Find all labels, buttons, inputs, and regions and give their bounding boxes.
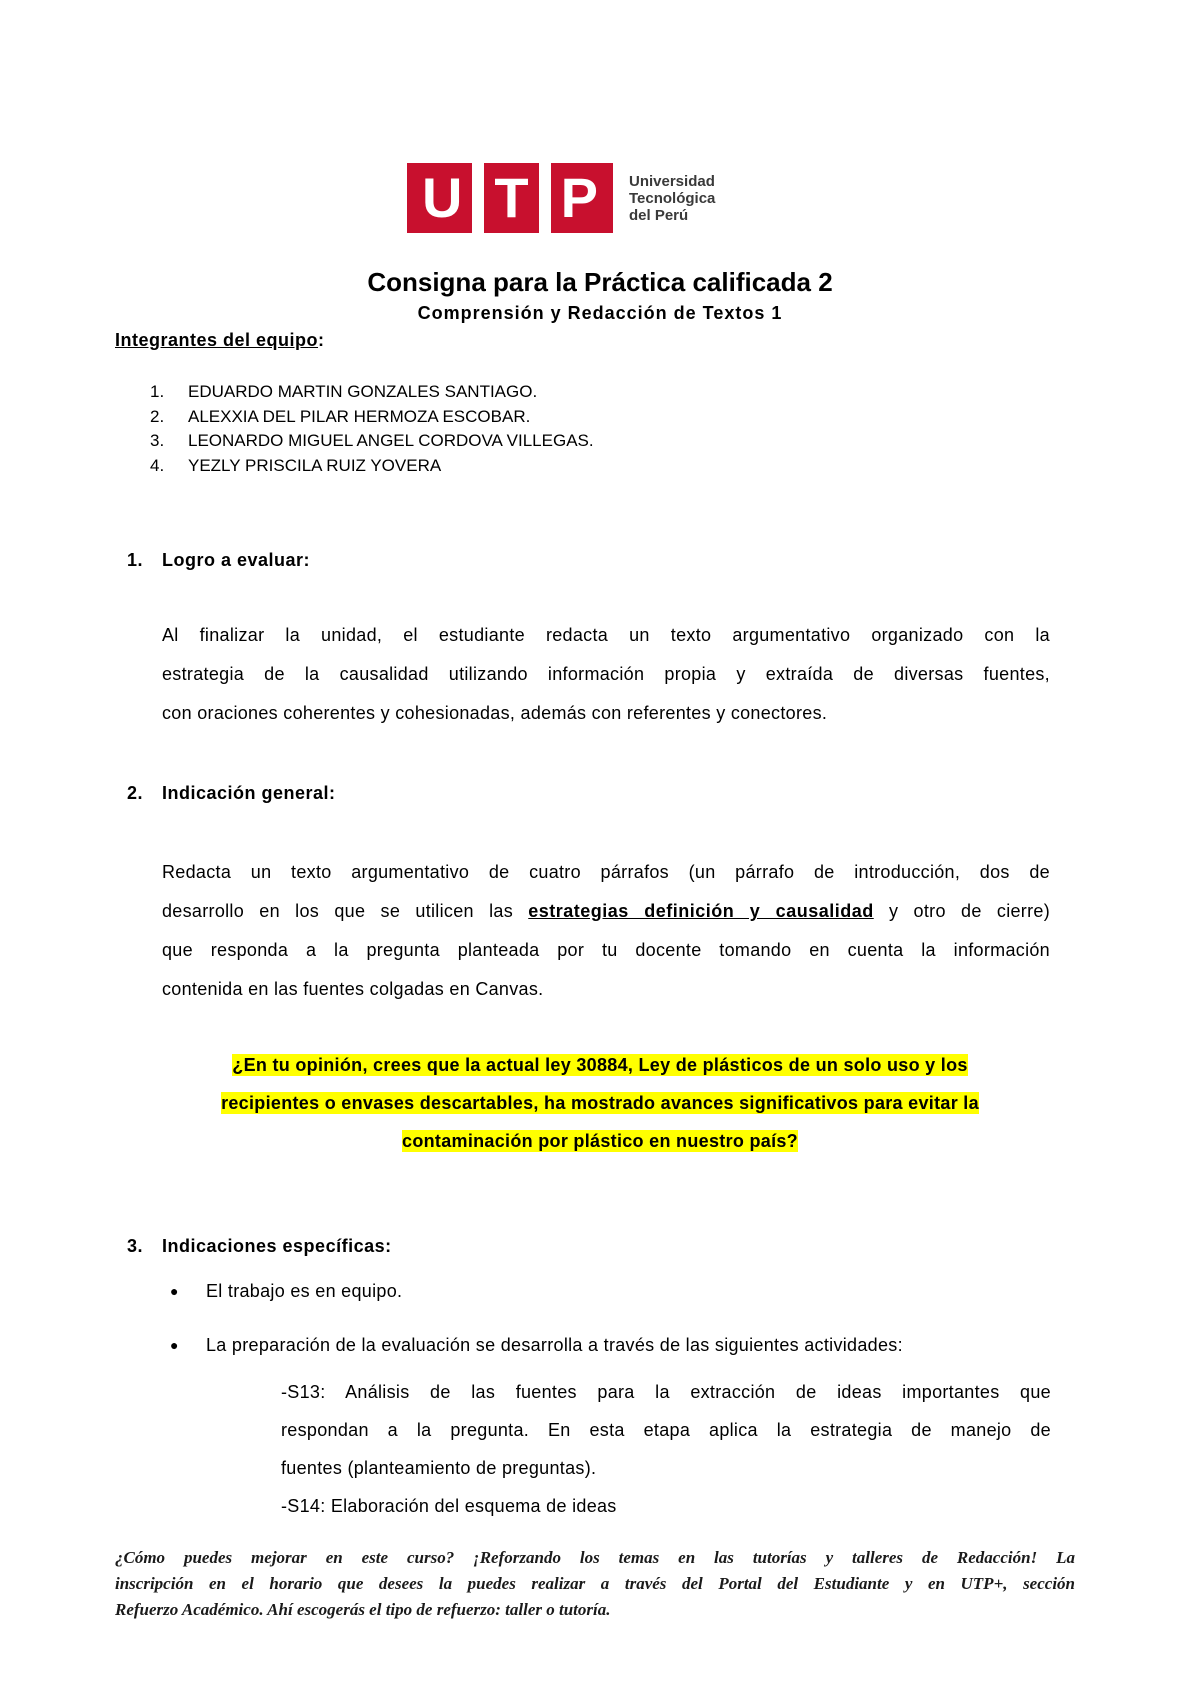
list-number: 3.	[150, 431, 165, 450]
section-title: Logro a evaluar:	[162, 550, 311, 570]
list-item	[150, 429, 594, 454]
section-heading-especificas	[127, 1234, 392, 1258]
activity-line: -S13: Análisis de las fuentes para la extracción de ideas importantes que	[281, 1382, 1051, 1402]
paragraph-line: que responda a la pregunta planteada por tu docente tomando en cuenta la información	[162, 940, 1050, 960]
list-item	[150, 380, 594, 405]
section-number: 3.	[127, 1236, 144, 1256]
activity-line: respondan a la pregunta. En esta etapa aplica la estrategia de manejo de	[281, 1420, 1051, 1440]
question-text: recipientes o envases descartables, ha mostrado avances significativos para evitar la	[221, 1093, 979, 1113]
paragraph-logro	[162, 616, 1050, 733]
member-name: EDUARDO MARTIN GONZALES SANTIAGO.	[188, 382, 538, 401]
section-title: Indicaciones específicas:	[162, 1236, 392, 1256]
bullet-text: El trabajo es en equipo.	[206, 1281, 403, 1301]
bullet-text: La preparación de la evaluación se desarrolla a través de las siguientes actividades:	[206, 1335, 903, 1355]
logo-separator	[472, 163, 484, 233]
logo-wordmark	[629, 173, 715, 224]
bullet-list	[170, 1279, 903, 1357]
paragraph-line: Redacta un texto argumentativo de cuatro párrafos (un párrafo de introducción, dos de	[162, 862, 1050, 882]
question-text: contaminación por plástico en nuestro país?	[402, 1131, 798, 1151]
paragraph-line: Al finalizar la unidad, el estudiante redacta un texto argumentativo organizado con la	[162, 625, 1050, 645]
list-item	[150, 454, 594, 479]
question-line	[120, 1122, 1080, 1160]
bullet-icon: ●	[170, 1283, 179, 1299]
activities-block	[281, 1373, 1051, 1525]
logo-text-line: del Perú	[629, 206, 689, 224]
paragraph-indicacion	[162, 853, 1050, 1009]
team-label-colon: :	[318, 330, 325, 350]
section-number: 1.	[127, 550, 144, 570]
section-heading-logro	[127, 548, 310, 572]
member-name: YEZLY PRISCILA RUIZ YOVERA	[188, 455, 442, 475]
list-item	[170, 1333, 903, 1357]
logo-text-line: Tecnológica	[629, 189, 716, 207]
member-name: LEONARDO MIGUEL ANGEL CORDOVA VILLEGAS.	[188, 431, 594, 450]
line-text: y otro de cierre)	[873, 901, 1051, 921]
logo-separator	[539, 163, 551, 233]
utp-logo	[407, 163, 715, 233]
line-text: desarrollo en los que se utilicen las	[162, 901, 529, 921]
question-text: ¿En tu opinión, crees que la actual ley 30884, Ley de plásticos de un solo uso y los	[232, 1055, 968, 1075]
question-line	[120, 1084, 1080, 1122]
question-line	[120, 1046, 1080, 1084]
list-number: 4.	[150, 455, 165, 475]
team-list	[150, 380, 594, 478]
logo-letter-t: T	[494, 166, 529, 229]
paragraph-line	[162, 892, 1050, 931]
member-name: ALEXXIA DEL PILAR HERMOZA ESCOBAR.	[188, 406, 531, 426]
team-label-text: Integrantes del equipo	[115, 330, 319, 350]
emphasized-strategies: estrategias definición y causalidad	[528, 901, 874, 921]
document-subtitle: Comprensión y Redacción de Textos 1	[417, 303, 783, 323]
section-heading-indicacion	[127, 781, 336, 805]
logo-letter-p: P	[560, 166, 598, 229]
list-item	[170, 1279, 903, 1303]
footer-line: Refuerzo Académico. Ahí escogerás el tipo de refuerzo: taller o tutoría.	[115, 1600, 611, 1619]
paragraph-line: estrategia de la causalidad utilizando información propia y extraída de diversas fuentes,	[162, 664, 1050, 684]
footer-line: ¿Cómo puedes mejorar en este curso? ¡Reforzando los temas en las tutorías y talleres de Redacción! La	[115, 1548, 1075, 1567]
paragraph-line: contenida en las fuentes colgadas en Canvas.	[162, 979, 544, 999]
logo-mark	[407, 163, 613, 233]
logo-letter-u: U	[421, 166, 463, 229]
section-title: Indicación general:	[162, 783, 336, 803]
logo-text-line: Universidad	[629, 172, 715, 190]
list-item	[150, 405, 594, 430]
footer-line: inscripción en el horario que desees la puedes realizar a través del Portal del Estudiante y en UTP+, sección	[115, 1574, 1075, 1593]
section-number: 2.	[127, 783, 144, 803]
bullet-icon: ●	[170, 1337, 179, 1353]
paragraph-line: con oraciones coherentes y cohesionadas, además con referentes y conectores.	[162, 703, 828, 723]
document-title: Consigna para la Práctica calificada 2	[367, 267, 833, 297]
footer-note	[115, 1545, 1075, 1623]
team-label	[115, 328, 325, 352]
highlighted-question	[120, 1046, 1080, 1160]
activity-line: -S14: Elaboración del esquema de ideas	[281, 1496, 617, 1516]
list-number: 1.	[150, 382, 165, 401]
list-number: 2.	[150, 406, 165, 426]
activity-line: fuentes (planteamiento de preguntas).	[281, 1458, 597, 1478]
